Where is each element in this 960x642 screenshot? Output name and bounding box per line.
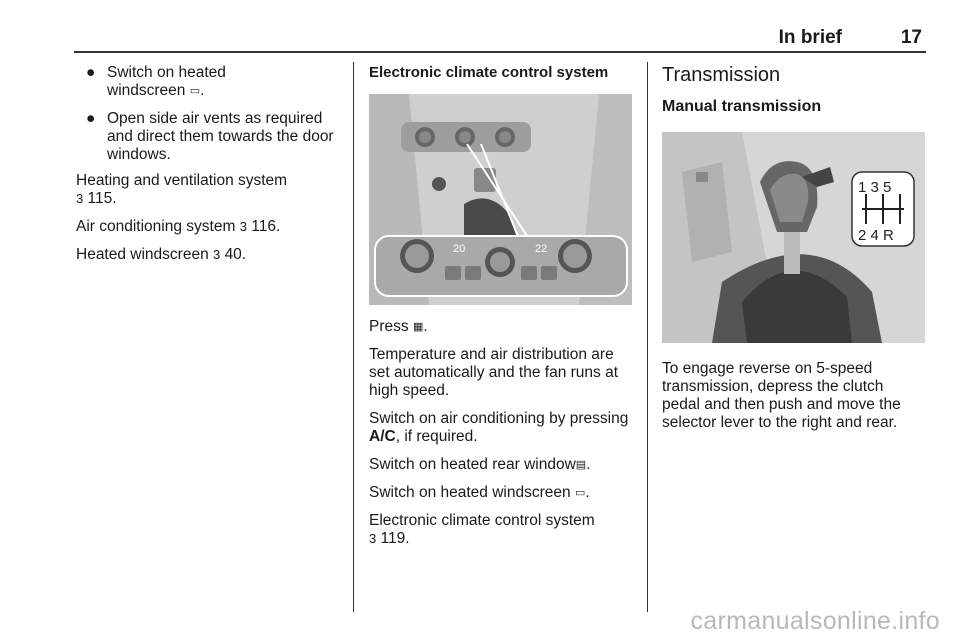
ecc-ref[interactable]: 119. — [380, 530, 410, 547]
gear-lever-illustration — [662, 132, 925, 343]
bullet-1-line-1: Switch on heated — [107, 64, 226, 81]
header-section-title: In brief — [778, 27, 842, 48]
ac-text-line-1: Switch on air conditioning by pressing — [369, 410, 629, 427]
heated-windscreen-icon: ▭ — [574, 487, 586, 499]
bullet-2-line-1: Open side air vents as required — [107, 110, 323, 127]
rear-window-text: Switch on heated rear window — [369, 456, 576, 473]
auto-text-line-2: set automatically and the fan runs at — [369, 364, 619, 381]
heated-windscreen-icon: ▭ — [189, 85, 201, 97]
air-conditioning-ref[interactable]: 116. — [251, 218, 281, 235]
air-conditioning-text: Air conditioning system — [76, 218, 236, 235]
page-number: 17 — [900, 27, 922, 48]
rear-window-heater-icon: ▤ — [575, 459, 587, 471]
press-text: Press — [369, 318, 409, 335]
climate-control-heading: Electronic climate control system — [369, 64, 609, 81]
shift-pattern-top: 1 3 5 — [858, 179, 892, 196]
header-rule — [74, 51, 926, 53]
heated-windscreen-ref[interactable]: 40. — [224, 246, 247, 263]
press-period: . — [423, 318, 428, 335]
auto-text-line-1: Temperature and air distribution are — [369, 346, 614, 363]
windscreen-text: Switch on heated windscreen — [369, 484, 571, 501]
transmission-heading: Transmission — [662, 64, 781, 86]
bullet-item-2 — [76, 110, 346, 164]
reverse-text-line-1: To engage reverse on 5-speed — [662, 360, 873, 377]
panel-temp-right: 22 — [535, 243, 548, 255]
bullet-2-line-2: and direct them towards the door — [107, 128, 334, 145]
reverse-text-line-4: selector lever to the right and rear. — [662, 414, 898, 431]
reverse-text-line-3: pedal and then push and move the — [662, 396, 901, 413]
column-1 — [76, 64, 346, 264]
rear-window-period: . — [586, 456, 591, 473]
column-3-text — [662, 360, 937, 432]
page-ref-arrow-icon: 3 — [239, 219, 247, 234]
bullet-2-line-3: windows. — [107, 146, 171, 163]
auto-text-line-3: high speed. — [369, 382, 450, 399]
windscreen-period: . — [585, 484, 590, 501]
manual-transmission-heading: Manual transmission — [662, 98, 822, 115]
column-2 — [369, 64, 639, 82]
column-3 — [662, 66, 932, 116]
reverse-text-line-2: transmission, depress the clutch — [662, 378, 884, 395]
column-divider-2 — [647, 62, 648, 612]
ecc-text: Electronic climate control system — [369, 512, 595, 529]
climate-control-illustration — [369, 94, 632, 305]
shift-pattern-bottom: 2 4 R — [858, 227, 894, 244]
bullet-dot: ● — [86, 64, 96, 81]
bullet-1-period: . — [200, 82, 205, 99]
bullet-item-1 — [76, 64, 346, 100]
panel-temp-left: 20 — [453, 243, 466, 255]
page-ref-arrow-icon: 3 — [369, 531, 377, 546]
bullet-1-line-2: windscreen — [107, 82, 186, 99]
heating-ventilation-ref[interactable]: 115. — [87, 190, 117, 207]
page-ref-arrow-icon: 3 — [76, 191, 84, 206]
ac-text-line-2: , if required. — [395, 428, 478, 445]
bullet-dot: ● — [86, 110, 96, 127]
watermark: carmanualsonline.info — [690, 607, 940, 635]
page-ref-arrow-icon: 3 — [213, 247, 221, 262]
column-2-text — [369, 318, 644, 548]
column-divider-1 — [353, 62, 354, 612]
heating-ventilation-text: Heating and ventilation system — [76, 172, 288, 189]
max-defrost-icon: ▦ — [412, 321, 424, 333]
heated-windscreen-text: Heated windscreen — [76, 246, 209, 263]
ac-button-label: A/C — [369, 428, 396, 445]
